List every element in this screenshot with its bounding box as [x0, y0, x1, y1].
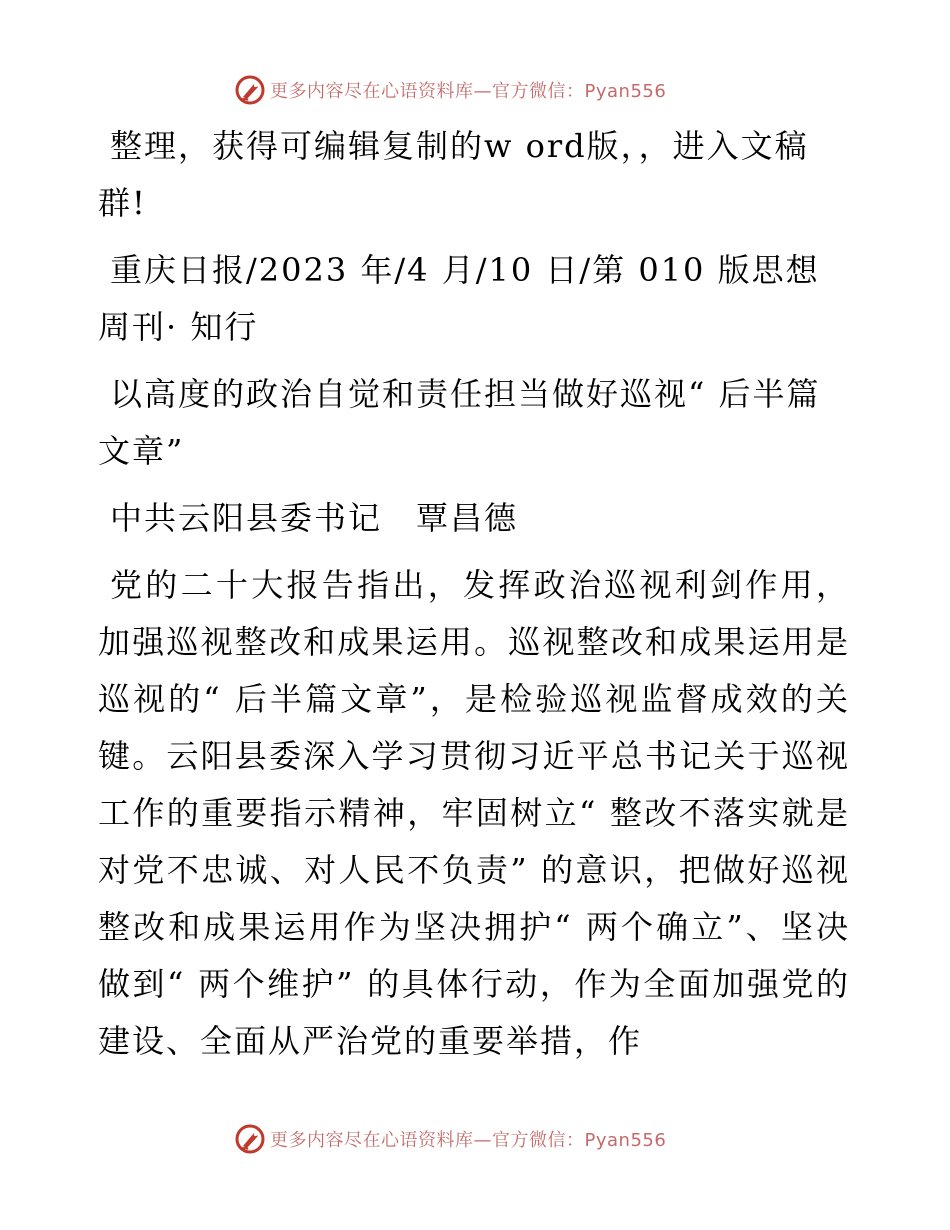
author-line: 中共云阳县委书记 覃昌德 [110, 499, 519, 537]
intro-note: 整理，获得可编辑复制的w ord版，，进入文稿群! [98, 127, 809, 222]
source-line: 重庆日报/2023 年/4 月/10 日/第 010 版思想周刊· 知行 [98, 251, 820, 346]
header-watermark [234, 72, 714, 108]
footer-watermark [234, 1121, 714, 1157]
document-body [98, 118, 850, 1080]
watermark-text: 更多内容尽在心语资料库—官方微信：Pyan556 [270, 1130, 667, 1151]
watermark-text: 更多内容尽在心语资料库—官方微信：Pyan556 [270, 81, 667, 102]
pen-nib-logo-icon [234, 1123, 266, 1155]
body-paragraph: 党的二十大报告指出，发挥政治巡视利剑作用，加强巡视整改和成果运用。巡视整改和成果运用是巡视的“ 后半篇文章”，是检验巡视监督成效的关键。云阳县委深入学习贯彻习近平总书记关于巡视工作的重要指示精神，牢固树立“ 整改不落实就是对党不忠诚、对人民不负责” 的意识，把做好巡视整改和成果运用作为坚决拥护“ 两个确立”、坚决做到“ 两个维护” 的具体行动，作为全面加强党的建设、全面从严治党的重要举措，作 [98, 566, 850, 1060]
article-title: 以高度的政治自觉和责任担当做好巡视“ 后半篇文章” [98, 375, 821, 470]
pen-nib-logo-icon [234, 74, 266, 106]
